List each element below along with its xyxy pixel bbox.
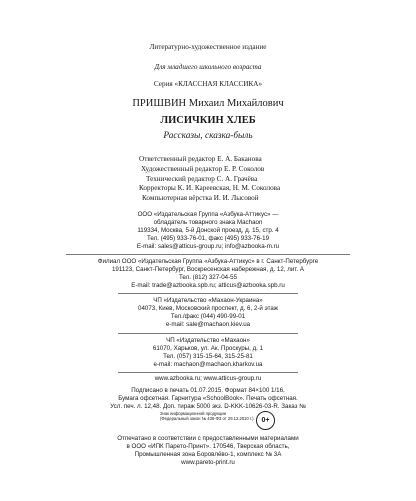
book-title: ЛИСИЧКИН ХЛЕБ [160, 115, 256, 126]
info-sign-block [160, 411, 254, 422]
author-name: ПРИШВИН Михаил Михайлович [132, 98, 284, 109]
printer-line: Промышленная зона Боровлёво-1, комплекс № 3А [134, 451, 282, 458]
series-name: Серия «КЛАССНАЯ КЛАССИКА» [153, 80, 263, 88]
print-info-line: Бумага офсетная. Гарнитура «SchoolBook». Печать офсетная. [118, 395, 298, 402]
publisher-main-line: 119334, Москва, 5-й Донской проезд, д. 15, стр. 4 [137, 227, 279, 234]
credit-line: Художественный редактор Е. Р. Соколов [141, 164, 265, 173]
publisher-ukraine-line: ЧП «Издательство «Махаон-Украина» [153, 297, 263, 304]
websites: www.azbooka.ru; www.atticus-group.ru [154, 375, 262, 382]
printer-line: www.pareto-print.ru [181, 459, 235, 466]
print-info-line: Подписано в печать 01.07.2015. Формат 84×100 1/16. [131, 387, 285, 394]
publisher-main-line: Тел. (495) 933-76-01, факс (495) 933-76-19 [146, 235, 270, 242]
printer-line: Отпечатано в соответствии с предоставленными материалами [117, 435, 299, 442]
publisher-spb-line: E-mail: trade@azbooka.spb.ru; atticus@azbooka.spb.ru [131, 282, 285, 289]
publisher-spb-line: Тел. (812) 327-04-55 [178, 274, 238, 281]
credit-line: Корректоры К. И. Кареевская, Н. М. Соколова [139, 184, 281, 193]
publisher-main-line: обладатель товарного знака Machaon [153, 219, 263, 226]
publisher-kharkov-line: e-mail: machaon@machaon.kharkov.ua [153, 361, 263, 368]
publisher-kharkov-line: ЧП «Издательство «Махаон» [166, 337, 250, 344]
edition-type: Литературно-художественное издание [149, 43, 267, 51]
divider [118, 293, 298, 294]
info-sign-line: (Федеральный закон № 436-ФЗ от 29.12.2010 г.) [160, 416, 254, 422]
age-rating-icon: 0+ [256, 411, 275, 430]
publisher-spb-line: 191123, Санкт-Петербург, Воскресенская набережная, д. 12, лит. А [111, 266, 304, 273]
publisher-kharkov-line: 61070, Харьков, ул. Ак. Проскуры, д. 1 [152, 345, 264, 352]
divider [118, 372, 298, 373]
publisher-spb-line: Филиал ООО «Издательская Группа «Азбука-Аттикус» в г. Санкт-Петербурге [97, 258, 319, 265]
book-subtitle: Рассказы, сказка-быль [163, 131, 253, 141]
publisher-ukraine-line: e-mail: sale@machaon.kiev.ua [165, 321, 251, 328]
publisher-ukraine-line: Тел./факс (044) 490-99-01 [170, 313, 246, 320]
divider [118, 333, 298, 334]
divider [66, 254, 350, 255]
printer-line: в ООО «ИПК Парето-Принт». 170546, Тверская область, [126, 443, 290, 450]
publisher-ukraine-line: 04073, Киев, Московский проспект, д. 6, 2-й этаж [138, 305, 278, 312]
credits-block [139, 156, 280, 202]
credit-line: Технический редактор С. А. Грачёва [146, 174, 258, 183]
info-sign-line: Знак информационной продукции [160, 411, 226, 416]
age-audience: Для младшего школьного возраста [154, 63, 262, 71]
publisher-main-line: ООО «Издательская Группа «Азбука-Аттикус» — [137, 211, 279, 218]
credit-line: Ответственный редактор Е. А. Баканова [139, 155, 262, 163]
publisher-main-line: E-mail: sales@atticus-group.ru; info@azbooka-m.ru [136, 243, 280, 250]
publisher-kharkov-line: Тел. (057) 315-15-64, 315-25-81 [163, 353, 253, 360]
print-info-line: Усл. печ. л. 12,48. Доп. тираж 5000 экз. D-KKK-10626-03-R. Заказ № [110, 403, 306, 410]
credit-line: Компьютерная вёрстка И. И. Лысовой [142, 194, 259, 203]
